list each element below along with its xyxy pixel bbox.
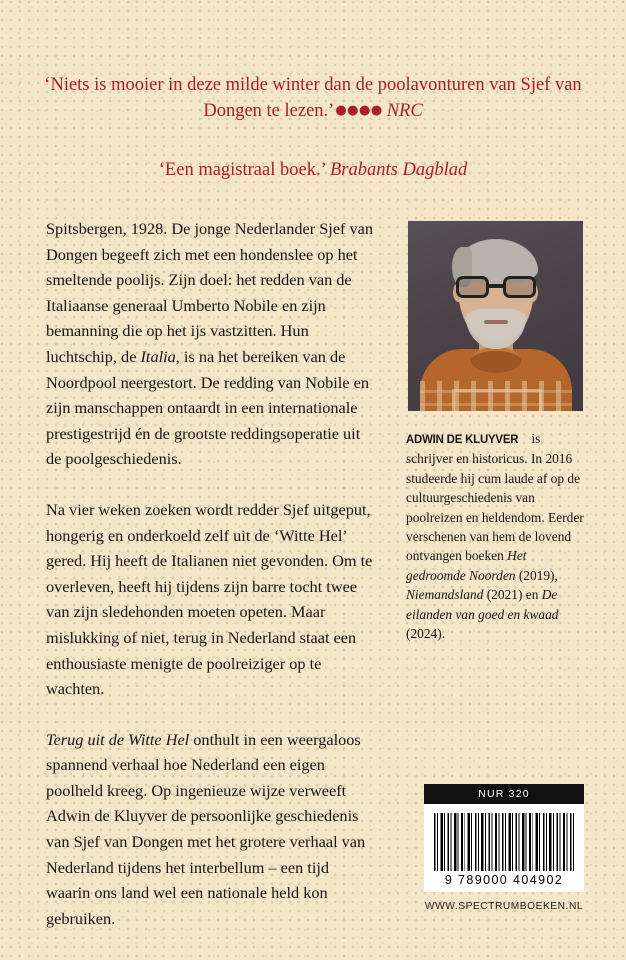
blurb-p1-part-a: Spitsbergen, 1928. De jonge Nederlander Sjef van Dongen begeeft zich met een hondenslee op het smeltende poolijs. Zijn doel: het redden van de Italiaanse generaal Umberto Nobile en zijn bemanning die op het ijs vastzitten. Hun luchtschip, de (46, 219, 374, 366)
portrait-mouth (484, 320, 508, 324)
blurb-paragraph-2: Na vier weken zoeken wordt redder Sjef uitgeput, hongerig en onderkoeld zelf uit de ‘Witte Hel’ gered. Hij heeft de Italianen niet gevonden. Om te overleven, heeft hij tijdens zijn barre tocht twee van zijn sledehonden moeten opeten. Maar mislukking of niet, terug in Nederland staat een enthousiaste menigte de poolreiziger op te wachten. (46, 499, 373, 699)
review-source-2: Brabants Dagblad (330, 160, 468, 180)
blurb-p1-part-b: , is na het bereiken van de Noordpool neergestort. De redding van Nobile en zijn manschappen ontaardt in een internationale prestigestrijd én de grootste reddingsoperatie uit de poolgeschiedenis. (46, 346, 369, 469)
blurb-paragraph-1 (46, 216, 376, 472)
author-bio-part-b: (2019), (515, 567, 558, 583)
nur-label: NUR 320 (424, 784, 584, 804)
review-rating-dots: ●●●● (335, 103, 383, 118)
author-book-title-3: De eilanden van goed en kwaad (406, 587, 559, 622)
author-photo (408, 221, 583, 411)
glasses-lens-right (503, 276, 536, 298)
blurb-p3-italic-title: Terug uit de Witte Hel (46, 729, 190, 749)
reviews-section (0, 72, 626, 183)
blurb-paragraph-3 (46, 727, 376, 932)
isbn-digits: 9 789000 404902 (444, 873, 564, 887)
publisher-website: WWW.SPECTRUMBOEKEN.NL (424, 901, 584, 912)
barcode-block (424, 784, 584, 912)
review-quote-1-text: ‘Niets is mooier in deze milde winter dan de poolavonturen van Sjef van Dongen te lezen.’ (44, 75, 582, 121)
review-source-1: NRC (386, 101, 423, 121)
author-bio (406, 429, 586, 643)
barcode-bars (434, 813, 574, 871)
blurb-text (46, 216, 376, 931)
author-book-title-2: Niemandsland (406, 587, 484, 603)
barcode-area (424, 804, 584, 892)
author-bio-part-c: (2021) en (483, 587, 542, 603)
author-bio-part-d: (2024). (406, 626, 446, 642)
glasses-bridge (489, 284, 503, 288)
glasses-lens-left (456, 276, 489, 298)
blurb-p1-italic-italia: Italia (140, 346, 176, 366)
review-quote-2-text: ‘Een magistraal boek.’ (158, 160, 326, 180)
blurb-p3-part-b: onthult in een weergaloos spannend verhaal hoe Nederland een eigen poolheld kreeg. Op ingenieuze wijze verweeft Adwin de Kluyver de persoonlijke geschiedenis van Sjef van Dongen met het grotere verhaal van Nederland tijdens het interbellum – een tijd waarin ons land wel een nationale held kon gebruiken. (46, 729, 366, 928)
portrait-glasses-icon (455, 276, 537, 298)
review-quote-1 (0, 72, 626, 124)
portrait-sweater-panel (452, 389, 542, 411)
author-bio-part-a: is schrijver en historicus. In 2016 studeerde hij cum laude af op de cultuurgeschiedenis van poolreizen en heldendom. Eerder verschenen van hem de lovend ontvangen boeken (406, 431, 584, 564)
author-book-title-1: Het gedroomde Noorden (406, 548, 527, 583)
author-name: ADWIN DE KLUYVER (406, 432, 519, 446)
portrait-collar (471, 347, 521, 373)
review-quote-2 (0, 157, 626, 183)
